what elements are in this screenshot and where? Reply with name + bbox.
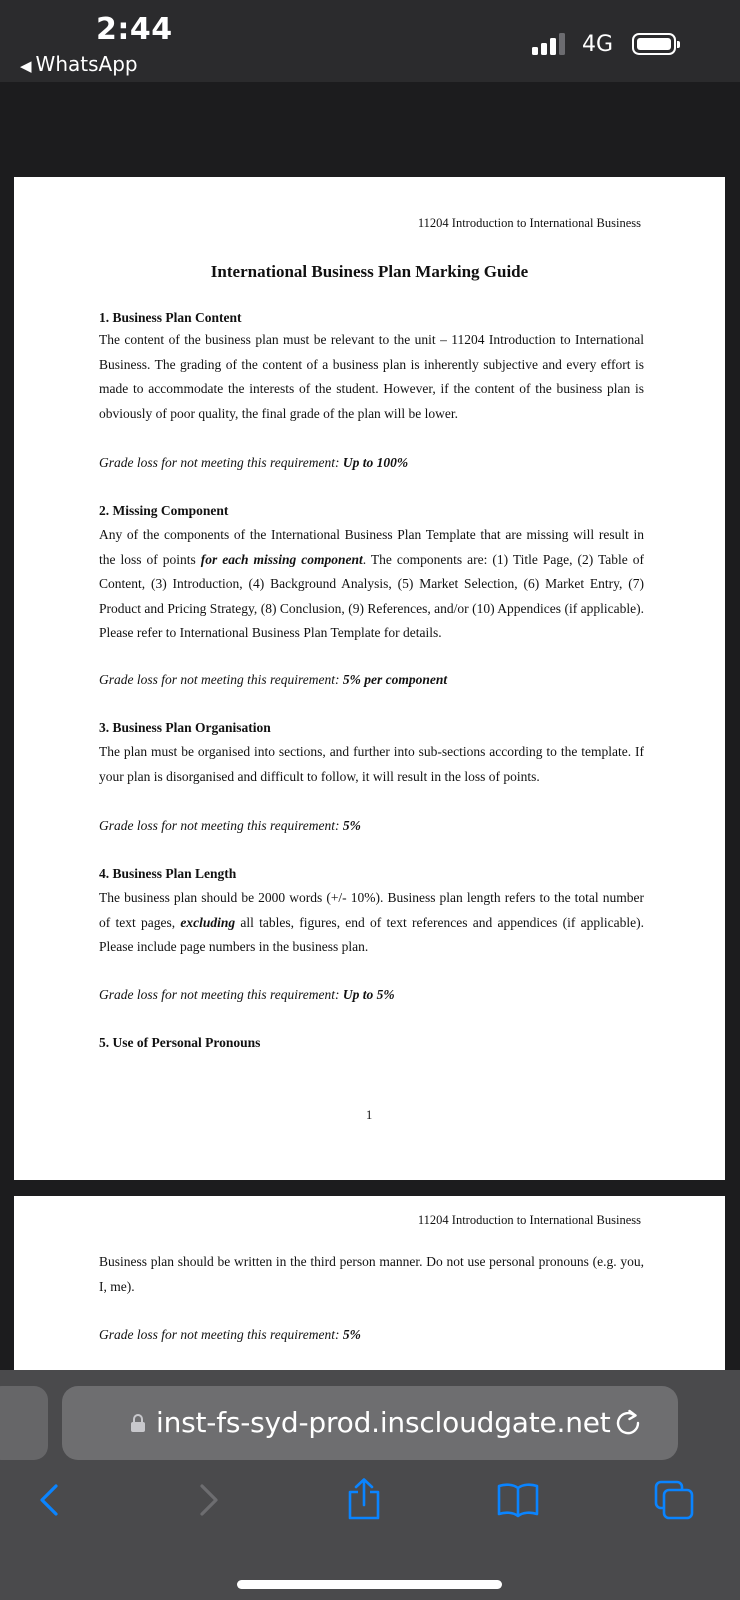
section-heading: 1. Business Plan Content: [99, 310, 242, 325]
grade-loss-label: Grade loss for not meeting this requirement:: [99, 987, 340, 1002]
back-app-label: WhatsApp: [35, 52, 138, 76]
grade-loss-note: [99, 672, 447, 688]
grade-loss-value: 5%: [342, 818, 361, 833]
previous-tab-preview[interactable]: [0, 1386, 48, 1460]
back-triangle-icon: ◀: [20, 57, 32, 75]
grade-loss-label: Grade loss for not meeting this requirement:: [99, 672, 340, 687]
grade-loss-value: Up to 100%: [342, 455, 409, 470]
grade-loss-label: Grade loss for not meeting this requirement:: [99, 818, 340, 833]
section-body: Any of the components of the International Business Plan Template that are missing will result in the loss of points for each missing component. The components are: (1) Title Page, (2) Table of Content, (3) Introduction, (4) Background Analysis, (5) Market Selection, (6) Market Entry, (7) Product and Pricing Strategy, (8) Conclusion, (9) References, and/or (10) Appendices (if applicable). Please refer to International Business Plan Template for details.: [99, 527, 644, 640]
share-button[interactable]: [342, 1478, 386, 1522]
lock-icon: [130, 1414, 146, 1432]
back-to-app-link[interactable]: [20, 52, 138, 76]
grade-loss-value: 5% per component: [342, 672, 448, 687]
bookmarks-button[interactable]: [496, 1478, 540, 1522]
running-header: 11204 Introduction to International Business: [417, 1213, 641, 1227]
section-heading: 4. Business Plan Length: [99, 866, 237, 881]
section-body: The business plan should be 2000 words (+/- 10%). Business plan length refers to the total number of text pages, excluding all tables, figures, end of text references and appendices (if applicable). Please include page numbers in the business plan.: [99, 890, 644, 954]
network-type: 4G: [582, 32, 614, 57]
forward-button[interactable]: [186, 1478, 230, 1522]
status-time: 2:44: [96, 12, 173, 47]
document-page-2: [14, 1196, 725, 1380]
status-bar: [0, 0, 740, 82]
grade-loss-label: Grade loss for not meeting this requirement:: [99, 455, 340, 470]
grade-loss-label: Grade loss for not meeting this requirement:: [99, 1327, 340, 1342]
section-heading: 2. Missing Component: [99, 503, 229, 518]
address-bar[interactable]: [62, 1386, 678, 1460]
document-page-1: [14, 177, 725, 1180]
browser-bottom-bar: [0, 1370, 740, 1600]
grade-loss-value: Up to 5%: [342, 987, 395, 1002]
reload-icon[interactable]: [612, 1406, 644, 1438]
grade-loss-value: 5%: [342, 1327, 361, 1342]
grade-loss-note: [99, 818, 361, 834]
grade-loss-note: [99, 1327, 361, 1343]
section-body: The content of the business plan must be relevant to the unit – 11204 Introduction to International Business. The grading of the content of a business plan is inherently subjective and every effort is made to accommodate the interests of the student. However, if the content of the business plan is obviously of poor quality, the final grade of the plan will be lower.: [99, 332, 644, 421]
battery-icon: [632, 33, 676, 55]
grade-loss-note: [99, 455, 408, 471]
section-heading: 5. Use of Personal Pronouns: [99, 1035, 261, 1050]
grade-loss-note: [99, 987, 395, 1003]
url-text: inst-fs-syd-prod.inscloudgate.net: [156, 1406, 611, 1439]
running-header: 11204 Introduction to International Business: [417, 216, 641, 230]
section-heading: 3. Business Plan Organisation: [99, 720, 271, 735]
section-body: Business plan should be written in the third person manner. Do not use personal pronouns (e.g. you, I, me).: [99, 1254, 644, 1294]
tabs-button[interactable]: [652, 1478, 696, 1522]
document-title: International Business Plan Marking Guide: [210, 262, 529, 281]
page-number: 1: [366, 1108, 373, 1122]
section-body: The plan must be organised into sections, and further into sub-sections according to the template. If your plan is disorganised and difficult to follow, it will result in the loss of points.: [99, 744, 644, 784]
back-button[interactable]: [28, 1478, 72, 1522]
home-indicator[interactable]: [237, 1580, 502, 1589]
cellular-signal-icon: [532, 33, 566, 55]
